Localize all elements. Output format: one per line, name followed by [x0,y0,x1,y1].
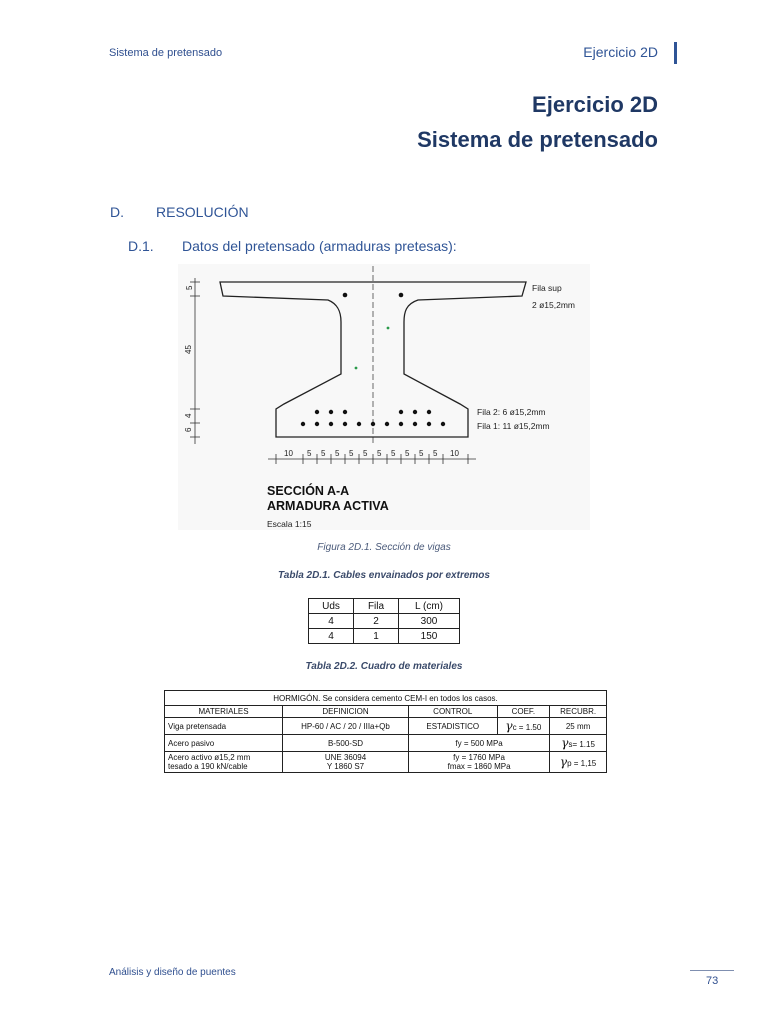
section-number: D. [110,204,124,220]
dim-spacing: 5 [391,449,396,458]
dim-spacing: 5 [419,449,424,458]
dim-spacing: 5 [433,449,438,458]
dim-spacing: 5 [349,449,354,458]
table1-header: Uds [309,599,354,614]
dim-spacing: 5 [307,449,312,458]
table1-header: L (cm) [399,599,460,614]
figure-caption: Figura 2D.1. Sección de vigas [317,542,451,553]
table-row: Viga pretensada HP-60 / AC / 20 / IIIa+Qb ESTADISTICO γc = 1.50 25 mm [165,718,607,735]
table1-caption: Tabla 2D.1. Cables envainados por extremos [278,570,490,581]
label-top-row: Fila sup [532,283,562,293]
section-a-a-title: SECCIÓN A-A [267,484,350,498]
table2-header: RECUBR. [550,706,607,718]
dim-left-10: 10 [284,449,293,458]
table-materials [164,690,607,773]
dim-spacing: 5 [335,449,340,458]
table-row: Acero activo ø15,2 mm tesado a 190 kN/cable UNE 36094 Y 1860 S7 fy = 1760 MPa fmax = 1860 MPa γp = 1,15 [165,752,607,773]
subsection-title: Datos del pretensado (armaduras pretesas): [182,238,457,254]
header-accent-bar [674,42,677,64]
footer-divider [690,970,734,971]
table2-header: MATERIALES [165,706,283,718]
subsection-number: D.1. [128,238,154,254]
section-title: RESOLUCIÓN [156,204,249,220]
figure-background [178,264,590,530]
page-number: 73 [706,975,719,987]
dim-spacing: 5 [405,449,410,458]
dim-right-10: 10 [450,449,459,458]
label-top-cables: 2 ø15,2mm [532,300,575,310]
dim-spacing: 5 [321,449,326,458]
section-a-a-subtitle: ARMADURA ACTIVA [267,499,389,513]
table2-header: CONTROL [408,706,497,718]
strand-top-1 [343,293,348,298]
label-row-1: Fila 1: 11 ø15,2mm [477,421,550,431]
header-section-name: Sistema de pretensado [109,47,223,59]
table2-banner: HORMIGÓN. Se considera cemento CEM-I en todos los casos. [165,691,607,706]
page-title: Ejercicio 2D [532,92,658,117]
page-subtitle: Sistema de pretensado [417,127,658,152]
dim-spacing: 5 [377,449,382,458]
table2-header: COEF. [497,706,550,718]
label-row-2: Fila 2: 6 ø15,2mm [477,407,546,417]
dim-spacing: 5 [363,449,368,458]
dim-label-4: 4 [184,413,193,418]
beam-section-figure [178,264,590,530]
table-row: 4 2 300 [309,614,460,629]
footer-book-title: Análisis y diseño de puentes [109,967,236,978]
header-exercise: Ejercicio 2D [583,44,658,60]
table-row: Acero pasivo B-500-SD fy = 500 MPa γs= 1.15 [165,735,607,752]
marker-dot-1 [387,327,390,330]
marker-dot-2 [355,367,358,370]
table-sheathed-cables [308,598,460,644]
table-row: 4 1 150 [309,629,460,644]
strand-top-2 [399,293,404,298]
table2-caption: Tabla 2D.2. Cuadro de materiales [305,661,463,672]
table2-header: DEFINICION [283,706,409,718]
section-scale: Escala 1:15 [267,519,312,529]
dim-label-5: 5 [185,285,194,290]
dim-label-45: 45 [184,345,193,354]
dim-label-6: 6 [184,427,193,432]
table1-header: Fila [354,599,399,614]
